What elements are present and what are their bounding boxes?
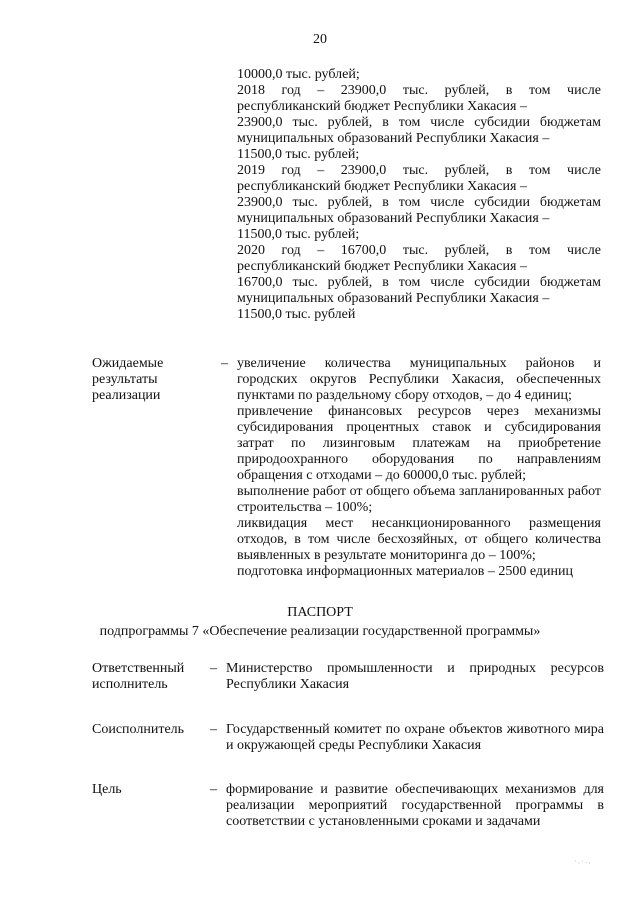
coexecutor-label <box>92 722 184 738</box>
text-line: пунктами по раздельному сбору отходов, – до 4 единиц; <box>237 388 572 403</box>
text-line: 23900,0 тыс. рублей, в том числе субсидии бюджетам <box>237 195 601 210</box>
passport-title: ПАСПОРТ <box>287 605 353 620</box>
funding-text <box>237 67 601 323</box>
text-line: Республики Хакасия <box>226 677 350 692</box>
text-line: реализации мероприятий государственной программы в <box>226 798 604 813</box>
label-line: Соисполнитель <box>92 722 185 737</box>
text-line: 11500,0 тыс. рублей; <box>237 227 360 242</box>
text-line: формирование и развитие обеспечивающих механизмов для <box>226 782 604 797</box>
text-line: выявленных в результате мониторинга до – 100%; <box>237 548 536 563</box>
text-line: муниципальных образований Республики Хакасия – <box>237 211 550 226</box>
passport-subtitle: подпрограммы 7 «Обеспечение реализации государственной программы» <box>99 624 541 639</box>
text-line: ликвидация мест несанкционированного размещения <box>237 516 601 531</box>
text-line: субсидирования процентных ставок и субсидирования <box>237 420 601 435</box>
text-line: 10000,0 тыс. рублей; <box>237 67 360 82</box>
goal-text <box>226 782 604 830</box>
responsible-dash: – <box>210 661 217 676</box>
label-line: реализации <box>92 388 161 403</box>
responsible-text <box>226 661 604 693</box>
text-line: природоохранного оборудования по направлениям <box>237 452 601 467</box>
text-line: Министерство промышленности и природных ресурсов <box>226 661 604 676</box>
results-dash: – <box>221 356 228 371</box>
results-label <box>92 356 163 404</box>
text-line: муниципальных образований Республики Хакасия – <box>237 131 550 146</box>
text-line: муниципальных образований Республики Хакасия – <box>237 291 550 306</box>
goal-label <box>92 782 122 798</box>
text-line: привлечение финансовых ресурсов через механизмы <box>237 404 601 419</box>
text-line: 23900,0 тыс. рублей, в том числе субсидии бюджетам <box>237 115 601 130</box>
coexecutor-dash: – <box>210 722 217 737</box>
label-line: результаты <box>92 372 158 387</box>
text-line: отходов, в том числе бесхозяйных, от общего количества <box>237 532 601 547</box>
text-line: 16700,0 тыс. рублей, в том числе субсидии бюджетам <box>237 275 601 290</box>
page-number: 20 <box>313 32 327 47</box>
text-line: 11500,0 тыс. рублей; <box>237 147 360 162</box>
goal-dash: – <box>210 782 217 797</box>
text-line: 11500,0 тыс. рублей <box>237 307 356 322</box>
text-line: республиканский бюджет Республики Хакасия – <box>237 99 527 114</box>
label-line: Ожидаемые <box>92 356 164 371</box>
responsible-label <box>92 661 184 693</box>
label-line: Ответственный <box>92 661 185 676</box>
scan-mark-icon: ˙·˙ˑ· <box>574 859 592 868</box>
coexecutor-text <box>226 722 604 754</box>
text-line: строительства – 100%; <box>237 500 373 515</box>
results-text <box>237 356 601 580</box>
text-line: обращения с отходами – до 60000,0 тыс. рублей; <box>237 468 527 483</box>
text-line: республиканский бюджет Республики Хакасия – <box>237 259 527 274</box>
text-line: 2018 год – 23900,0 тыс. рублей, в том числе <box>237 83 601 98</box>
text-line: увеличение количества муниципальных районов и <box>237 356 601 371</box>
text-line: подготовка информационных материалов – 2500 единиц <box>237 564 573 579</box>
text-line: соответствии с установленными сроками и задачами <box>226 814 541 829</box>
text-line: 2020 год – 16700,0 тыс. рублей, в том числе <box>237 243 601 258</box>
text-line: затрат по лизинговым платежам на приобретение <box>237 436 601 451</box>
label-line: Цель <box>92 782 122 797</box>
text-line: и окружающей среды Республики Хакасия <box>226 738 482 753</box>
text-line: выполнение работ от общего объема запланированных работ <box>237 484 601 499</box>
label-line: исполнитель <box>92 677 168 692</box>
text-line: Государственный комитет по охране объектов животного мира <box>226 722 604 737</box>
text-line: республиканский бюджет Республики Хакасия – <box>237 179 527 194</box>
text-line: 2019 год – 23900,0 тыс. рублей, в том числе <box>237 163 601 178</box>
text-line: городских округов Республики Хакасия, обеспеченных <box>237 372 601 387</box>
